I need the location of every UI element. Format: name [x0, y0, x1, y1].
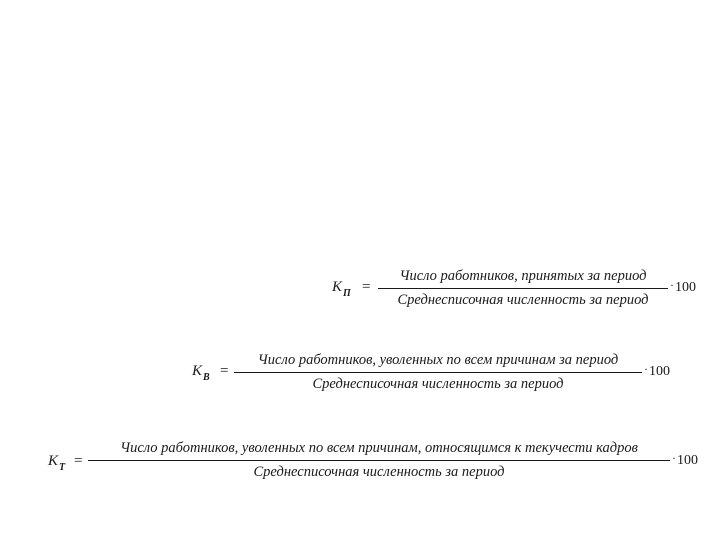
coefficient-symbol: K: [192, 363, 203, 379]
equals-sign: =: [362, 279, 371, 295]
formula-separation-rate: [192, 352, 692, 402]
multiplier-value: 100: [649, 364, 670, 379]
formula-turnover-rate: [48, 440, 708, 490]
fraction-bar: [234, 372, 642, 373]
fraction-numerator: Число работников, уволенных по всем причинам за период: [257, 352, 619, 368]
equals-sign: =: [220, 363, 229, 379]
coefficient-subscript: Т: [59, 462, 66, 473]
formula-lhs: [332, 278, 351, 298]
fraction-denominator: Среднесписочная численность за период: [312, 376, 564, 392]
multiplier-value: 100: [677, 453, 698, 468]
fraction-bar: [88, 460, 670, 461]
multiplier: [644, 363, 670, 380]
multiplier-value: 100: [675, 280, 696, 295]
equals-sign: =: [74, 453, 83, 469]
fraction-denominator: Среднесписочная численность за период: [397, 292, 649, 308]
fraction-denominator: Среднесписочная численность за период: [253, 464, 505, 480]
coefficient-symbol: K: [48, 453, 59, 469]
coefficient-symbol: K: [332, 279, 343, 295]
fraction-numerator: Число работников, уволенных по всем причинам, относящимся к текучести кадров: [120, 440, 638, 456]
formula-lhs: [192, 362, 210, 382]
formula-hiring-rate: [332, 268, 702, 318]
multiplication-dot: ·: [644, 362, 648, 376]
fraction-numerator: Число работников, принятых за период: [399, 268, 647, 284]
multiplication-dot: ·: [672, 451, 676, 465]
multiplication-dot: ·: [670, 278, 674, 292]
formula-lhs: [48, 452, 65, 472]
coefficient-subscript: В: [203, 372, 210, 383]
coefficient-subscript: П: [343, 288, 351, 299]
multiplier: [670, 279, 696, 296]
multiplier: [672, 452, 698, 469]
fraction-bar: [378, 288, 668, 289]
